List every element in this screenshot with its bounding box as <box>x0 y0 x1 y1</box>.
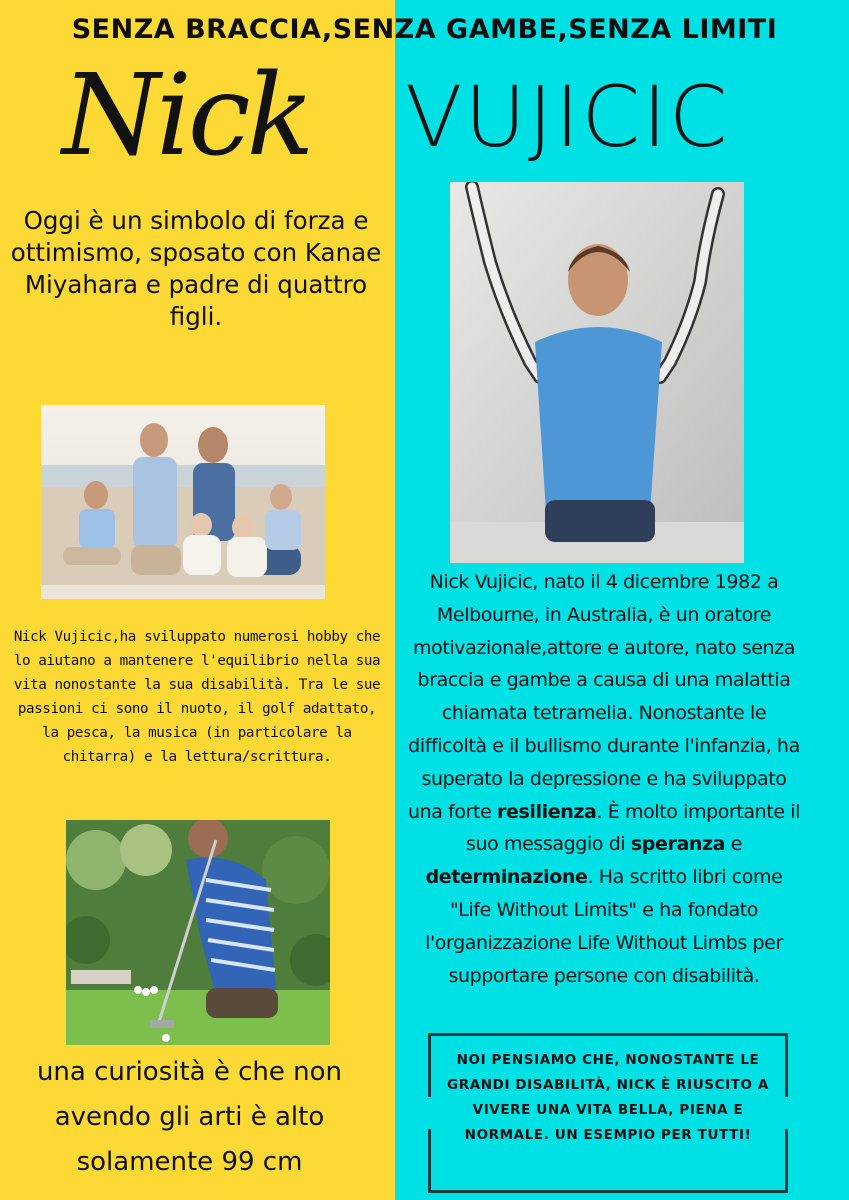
family-photo <box>41 405 325 599</box>
intro-text: Oggi è un simbolo di forza e ottimismo, sposato con Kanae Miyahara e padre di quattro figli. <box>10 206 382 331</box>
bio-part-2: . È molto importante il suo messaggio di <box>465 800 801 856</box>
biography-text <box>405 566 803 992</box>
golf-photo <box>66 820 330 1045</box>
headline: SENZA BRACCIA,SENZA GAMBE,SENZA LIMITI <box>71 14 778 45</box>
opinion-box <box>428 1033 788 1193</box>
bio-part-4: . Ha scritto libri come "Life Without Limits" e ha fondato l'organizzazione Life Without Limbs per supportare persone con disabilità. <box>425 866 783 987</box>
bio-part-1: Nick Vujicic, nato il 4 dicembre 1982 a Melbourne, in Australia, è un oratore motivazionale,attore e autore, nato senza braccia e gambe a causa di una malattia chiamata tetramelia. Nonostante le difficoltà e il bullismo durante l'infanzia, ha superato la depressione e ha sviluppato una forte <box>407 571 800 823</box>
last-name-title: VUJICIC <box>405 68 730 166</box>
bio-keyword-determinazione: determinazione <box>425 866 588 889</box>
hobbies-text: Nick Vujicic,ha sviluppato numerosi hobby che lo aiutano a mantenere l'equilibrio nella sua vita nonostante la sua disabilità. Tra le sue passioni ci sono il nuoto, il golf adattato, la pesca, la musica (in particolare la chitarra) e la lettura/scrittura. <box>13 629 381 765</box>
curiosity-text: una curiosità è che non avendo gli arti è alto solamente 99 cm <box>36 1057 343 1177</box>
first-name-title: Nick <box>62 51 311 181</box>
bio-part-3: e <box>725 833 743 856</box>
bio-keyword-resilienza: resilienza <box>497 800 597 823</box>
arms-raised-photo <box>450 182 744 563</box>
bio-keyword-speranza: speranza <box>630 833 726 856</box>
opinion-text: NOI PENSIAMO CHE, NONOSTANTE LE GRANDI DISABILITÀ, NICK È RIUSCITO A VIVERE UNA VITA BELLA, PIENA E NORMALE. UN ESEMPIO PER TUTTI! <box>447 1052 769 1143</box>
